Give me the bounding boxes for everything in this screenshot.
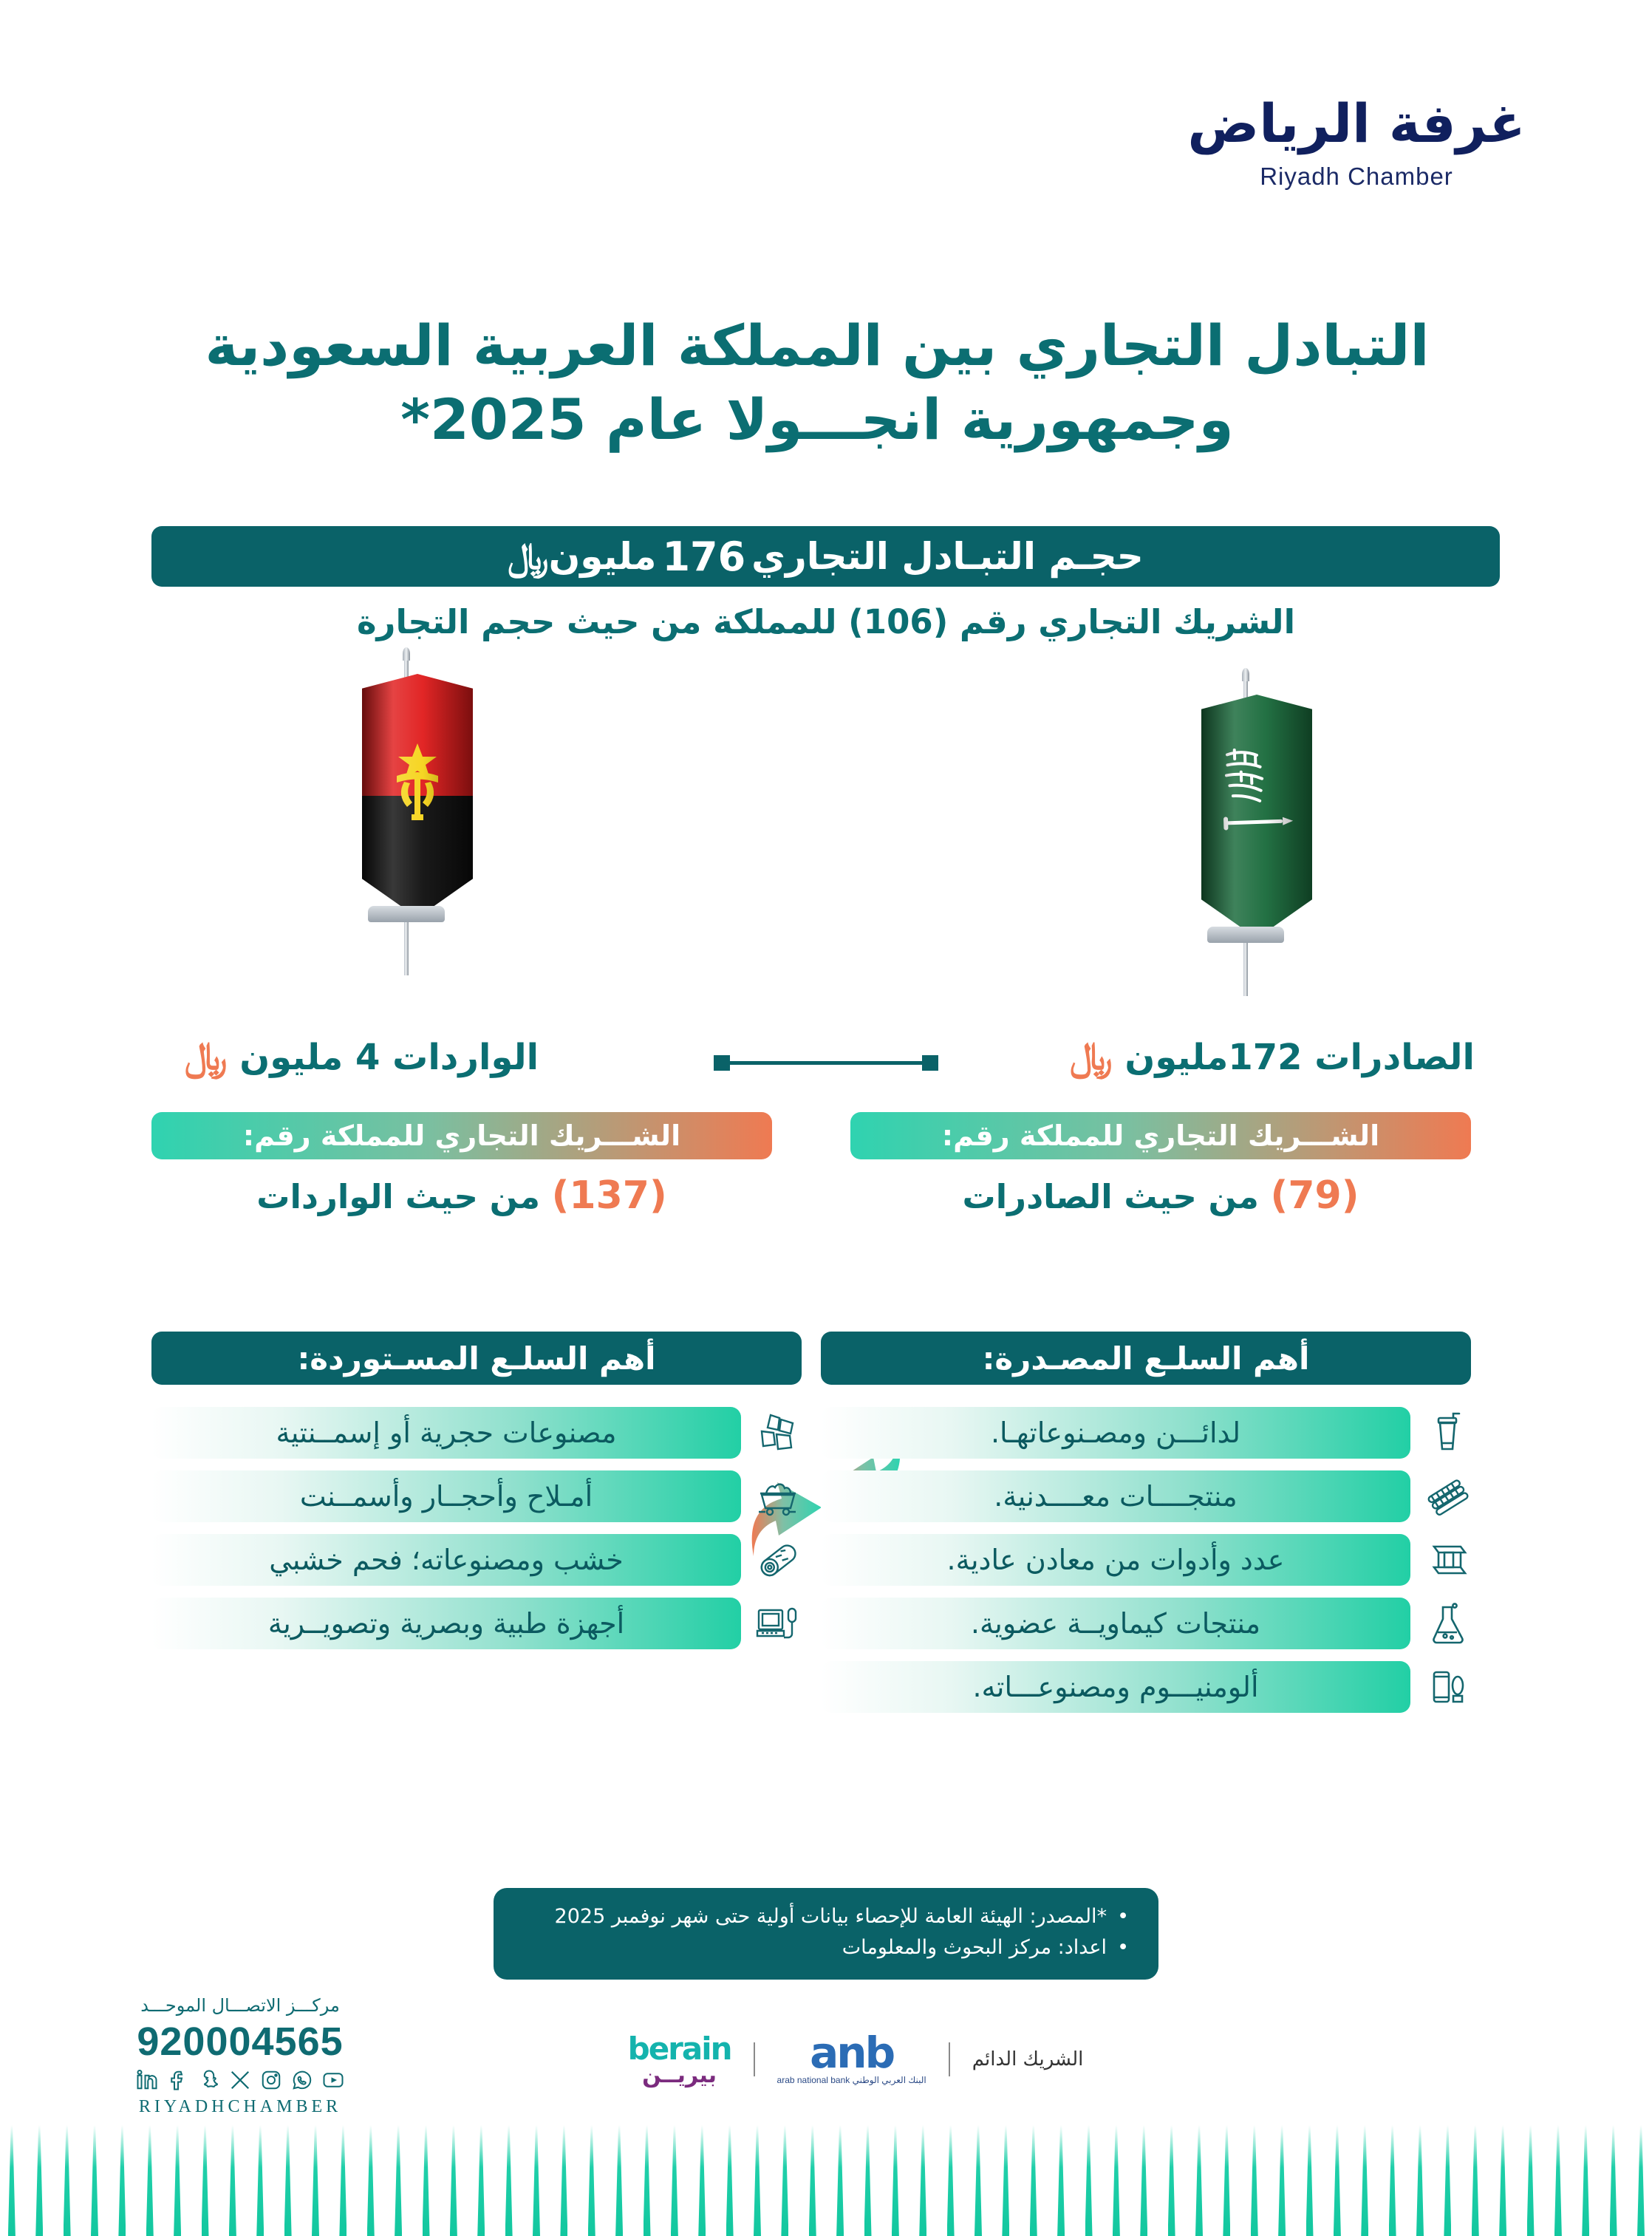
- linkedin-icon[interactable]: [136, 2069, 158, 2091]
- imports-value-label: الواردات 4 مليون: [239, 1037, 539, 1078]
- exports-rank-pill: الشـــريك التجاري للمملكة رقم:: [850, 1112, 1471, 1159]
- list-item-label: منتجــــات معــــدنية.: [821, 1470, 1410, 1522]
- imports-rank-pill: الشـــريك التجاري للمملكة رقم:: [151, 1112, 772, 1159]
- imported-goods-heading: أهم السلـع المسـتوردة:: [151, 1332, 802, 1385]
- flag-stand: [1207, 927, 1284, 943]
- exports-rank-text: [850, 1173, 1471, 1218]
- list-item-label: ألومنيـــوم ومصنوعـــاته.: [821, 1661, 1410, 1713]
- list-item-label: عدد وأدوات من معادن عادية.: [821, 1534, 1410, 1586]
- source-footnote-box: [494, 1888, 1158, 1980]
- list-item: [151, 1470, 802, 1522]
- x-icon[interactable]: [229, 2069, 251, 2091]
- social-links: [118, 2069, 362, 2091]
- angola-flag-cloth: [362, 674, 473, 918]
- contact-block: [118, 1995, 362, 2117]
- sponsor-separator: [949, 2042, 950, 2076]
- chemical-flask-icon: [1424, 1600, 1471, 1647]
- aluminium-can-icon: [1424, 1663, 1471, 1711]
- imports-rank-caption: من حيث الواردات: [256, 1177, 540, 1216]
- berain-arabic-wordmark: بيريــن: [642, 2062, 717, 2088]
- logo-english-wordmark: Riyadh Chamber: [1260, 162, 1453, 190]
- list-item-label: مصنوعات حجرية أو إسمــنتية: [151, 1407, 741, 1459]
- flag-stand: [368, 906, 445, 922]
- metal-tools-icon: [1424, 1536, 1471, 1584]
- list-item: [821, 1661, 1471, 1713]
- whatsapp-icon[interactable]: [291, 2069, 313, 2091]
- anb-wordmark: anb: [810, 2027, 894, 2078]
- contact-center-label: مركـــز الاتصـــال الموحـــد: [140, 1995, 340, 2016]
- flag-shading: [1201, 695, 1312, 938]
- exports-value-label: الصادرات 172مليون: [1124, 1037, 1475, 1078]
- list-item: [821, 1598, 1471, 1649]
- facebook-icon[interactable]: [167, 2069, 189, 2091]
- riyadh-chamber-logo: [1164, 92, 1549, 191]
- imported-goods-panel: [151, 1332, 802, 1661]
- stone-blocks-icon: [754, 1409, 802, 1456]
- snapchat-icon[interactable]: [198, 2069, 220, 2091]
- exports-rank-caption: من حيث الصادرات: [962, 1177, 1259, 1216]
- trade-volume-value: 176: [662, 533, 746, 580]
- mine-cart-icon: [754, 1473, 802, 1520]
- sponsors-row: [597, 2027, 1114, 2088]
- saudi-flag: [1179, 695, 1312, 938]
- list-item-label: لدائـــن ومصـنوعاتهـا.: [821, 1407, 1410, 1459]
- imports-rank-number: (137): [551, 1173, 667, 1218]
- medical-device-icon: [754, 1600, 802, 1647]
- exports-rank-number: (79): [1270, 1173, 1359, 1218]
- instagram-icon[interactable]: [260, 2069, 282, 2091]
- preparer-line: • اعداد: مركز البحوث والمعلومات: [523, 1932, 1129, 1963]
- contact-phone-number[interactable]: 920004565: [137, 2019, 344, 2064]
- page-title: التبادل التجاري بين المملكة العربية السعودية وجمهورية انجـــولا عام 2025*: [205, 313, 1430, 453]
- list-item: [151, 1407, 802, 1459]
- permanent-partner-label: الشريك الدائم: [972, 2048, 1084, 2070]
- list-item: [821, 1470, 1471, 1522]
- flag-shading: [362, 674, 473, 918]
- social-handle: RIYADHCHAMBER: [138, 2097, 342, 2116]
- imports-rank-text: [151, 1173, 772, 1218]
- list-item-label: أجهزة طبية وبصرية وتصويــرية: [151, 1598, 741, 1649]
- exports-value: [1070, 1035, 1475, 1080]
- bottom-bar-pattern: [0, 2125, 1652, 2236]
- saudi-flag-cloth: [1201, 695, 1312, 938]
- trade-volume-banner: [151, 526, 1500, 587]
- imports-value: [185, 1035, 539, 1080]
- sponsor-separator: [754, 2042, 755, 2076]
- wood-log-icon: [754, 1536, 802, 1584]
- anb-subtitle: arab national bank البنك العربي الوطني: [776, 2075, 926, 2086]
- list-item-label: منتجات كيماويــة عضوية.: [821, 1598, 1410, 1649]
- source-line: • *المصدر: الهيئة العامة للإحصاء بيانات أولية حتى شهر نوفمبر 2025: [523, 1901, 1129, 1932]
- metal-rods-icon: [1424, 1473, 1471, 1520]
- plastic-cup-icon: [1424, 1409, 1471, 1456]
- anb-logo: [776, 2027, 926, 2086]
- list-item-label: خشب ومصنوعاته؛ فحم خشبي: [151, 1534, 741, 1586]
- list-item: [151, 1534, 802, 1586]
- angola-flag: [340, 674, 473, 918]
- trade-partner-rank-subtitle: الشريك التجاري رقم (106) للمملكة من حيث حجم التجارة: [356, 602, 1296, 641]
- trade-values-row: [0, 1035, 1652, 1101]
- riyal-symbol-icon: ﷼: [185, 1035, 228, 1079]
- trade-volume-label: حجـم التبـادل التجاري: [751, 535, 1144, 578]
- berain-logo: [628, 2031, 731, 2088]
- list-item: [821, 1407, 1471, 1459]
- riyal-symbol-icon: ﷼: [508, 534, 549, 578]
- flags-section: [0, 650, 1652, 1020]
- logo-arabic-wordmark: غرفة الرياض: [1187, 92, 1526, 154]
- values-divider: [717, 1061, 935, 1065]
- list-item-label: أمـلاح وأحجــار وأسمــنت: [151, 1470, 741, 1522]
- exported-goods-heading: أهم السلـع المصـدرة:: [821, 1332, 1471, 1385]
- exported-goods-panel: [821, 1332, 1471, 1725]
- berain-wordmark: berain: [627, 2031, 731, 2067]
- riyal-symbol-icon: ﷼: [1070, 1035, 1113, 1079]
- trade-volume-unit: مليون: [548, 535, 657, 578]
- list-item: [151, 1598, 802, 1649]
- list-item: [821, 1534, 1471, 1586]
- youtube-icon[interactable]: [322, 2069, 344, 2091]
